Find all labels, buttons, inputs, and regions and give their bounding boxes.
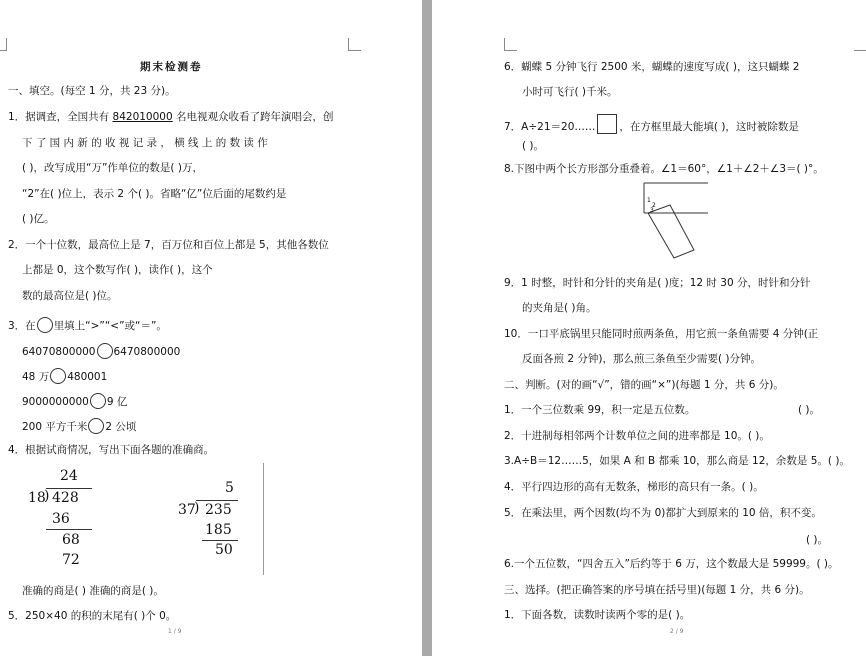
page-title: 期末检测卷	[140, 61, 203, 73]
q7-line1	[504, 114, 799, 134]
q3-text: 里填上“>”“<”或“＝”。	[53, 320, 167, 332]
div2-dividend: 235	[205, 502, 232, 518]
div1-quotient: 24	[60, 468, 78, 484]
q2-line3: 数的最高位是( )位。	[22, 290, 118, 302]
div2-step2: 50	[215, 542, 233, 558]
judge-1: 1．一个三位数乘 99，积一定是五位数。	[504, 404, 696, 416]
q5: 5．250×40 的积的末尾有( )个 0。	[8, 610, 177, 622]
rectangles-figure	[632, 180, 752, 262]
section-fill-heading: 一、填空。(每空 1 分，共 23 分)。	[8, 85, 176, 97]
angle-label: 3	[650, 207, 654, 214]
q3-row	[22, 343, 180, 359]
angle-label: 1	[647, 197, 651, 204]
q3-row	[22, 393, 127, 409]
compare-circle-icon[interactable]	[97, 343, 113, 359]
q1-line5: ( )亿。	[22, 213, 55, 225]
answer-box-icon[interactable]	[597, 114, 617, 134]
figure-border	[263, 463, 264, 575]
page-corner-mark	[504, 38, 517, 51]
div1-dividend: 428	[52, 490, 79, 506]
q3-left: 200 平方千米	[22, 421, 88, 433]
q3-right: 480001	[67, 371, 108, 383]
div2-bracket: )	[194, 500, 200, 516]
q1-line4: “2”在( )位上，表示 2 个( )。省略“亿”位后面的尾数约是	[22, 188, 287, 200]
q1-line2: 下 了 国 内 新 的 收 视 记 录 ， 横 线 上 的 数 读 作	[22, 137, 268, 149]
q3-left: 9000000000	[22, 396, 89, 408]
q3-right: 2 公顷	[105, 421, 137, 433]
div1-step3: 72	[62, 552, 80, 568]
compare-circle-icon[interactable]	[88, 418, 104, 434]
q1-number: 842010000	[112, 111, 173, 123]
judge-3: 3.A÷B＝12……5，如果 A 和 B 都乘 10，那么商是 12，余数是 5。( )。	[504, 455, 850, 467]
q3-text: 3．在	[8, 320, 36, 332]
q3-heading	[8, 317, 167, 333]
compare-circle-icon	[37, 317, 53, 333]
page-corner-mark	[348, 38, 361, 51]
q4-heading: 4．根据试商情况，写出下面各题的准确商。	[8, 444, 215, 456]
judge-5-paren: ( )。	[806, 534, 829, 546]
q3-right: 9 亿	[106, 396, 128, 408]
q10-line1: 10．一口平底锅里只能同时煎两条鱼，用它煎一条鱼需要 4 分钟(正	[504, 328, 819, 340]
div2-rule	[202, 540, 238, 541]
page-number: 1 / 9	[168, 628, 182, 635]
div1-bracket: )	[44, 488, 50, 504]
judge-1-paren: ( )。	[798, 404, 821, 416]
q6-line1: 6．蝴蝶 5 分钟飞行 2500 米，蝴蝶的速度写成( )，这只蝴蝶 2	[504, 61, 800, 73]
q9-line1: 9．1 时整，时针和分针的夹角是( )度；12 时 30 分，时针和分针	[504, 277, 811, 289]
q8: 8.下图中两个长方形部分重叠着。∠1＝60°，∠1＋∠2＋∠3＝( )°。	[504, 163, 824, 175]
div1-bar	[46, 488, 92, 489]
div2-quotient: 5	[225, 480, 234, 496]
q2-line2: 上都是 0，这个数写作( )，读作( )，这个	[22, 264, 213, 276]
q3-left: 64070800000	[22, 346, 96, 358]
judge-5: 5．在乘法里，两个因数(均不为 0)都扩大到原来的 10 倍，积不变。	[504, 507, 822, 519]
q3-row	[22, 418, 136, 434]
q7-line2: ( )。	[522, 140, 545, 152]
q2-line1: 2．一个十位数，最高位上是 7，百万位和百位上都是 5，其他各数位	[8, 239, 329, 251]
q7-text: ，在方框里最大能填( )，这时被除数是	[619, 121, 799, 133]
page-corner-mark	[854, 38, 866, 51]
q1-line1	[8, 110, 334, 124]
page-number: 2 / 9	[670, 628, 684, 635]
div1-step2: 68	[62, 532, 80, 548]
q3-left: 48 万	[22, 371, 50, 383]
q3-right: 6470800000	[113, 346, 181, 358]
section-choice-heading: 三、选择。(把正确答案的序号填在括号里)(每题 1 分，共 6 分)。	[504, 584, 810, 596]
div2-step1: 185	[205, 522, 232, 538]
compare-circle-icon[interactable]	[50, 368, 66, 384]
q9-line2: 的夹角是( )角。	[522, 302, 597, 314]
q1-line3: ( )，改写成用“万”作单位的数是( )万，	[22, 162, 203, 174]
section-judge-heading: 二、判断。(对的画“√”，错的画“×”)(每题 1 分，共 6 分)。	[504, 379, 784, 391]
q7-text: 7．A÷21＝20……	[504, 121, 596, 133]
q1-text: 名电视观众收看了跨年演唱会，创	[172, 111, 334, 123]
judge-2: 2．十进制每相邻两个计数单位之间的进率都是 10。( )。	[504, 430, 770, 442]
judge-6: 6.一个五位数，“四舍五入”后约等于 6 万，这个数最大是 59999。( )。	[504, 558, 839, 570]
angle-label: 2	[652, 202, 656, 209]
div1-divisor: 18	[28, 490, 46, 506]
div2-divisor: 37	[178, 502, 196, 518]
q1-text: 1．据调查，全国共有	[8, 111, 113, 123]
page-2	[432, 0, 866, 656]
q10-line2: 反面各煎 2 分钟)，那么煎三条鱼至少需要( )分钟。	[522, 353, 761, 365]
div1-step1: 36	[52, 511, 70, 527]
q6-line2: 小时可飞行( )千米。	[522, 86, 618, 98]
div1-rule	[46, 529, 92, 530]
q3-row	[22, 368, 107, 384]
choice-1: 1．下面各数，读数时读两个零的是( )。	[504, 609, 691, 621]
compare-circle-icon[interactable]	[90, 393, 106, 409]
page-corner-mark	[0, 38, 7, 51]
q4-answer: 准确的商是( ) 准确的商是( )。	[22, 585, 164, 597]
div2-bar	[196, 500, 238, 501]
page-1	[0, 0, 422, 656]
judge-4: 4．平行四边形的高有无数条，梯形的高只有一条。( )。	[504, 481, 764, 493]
